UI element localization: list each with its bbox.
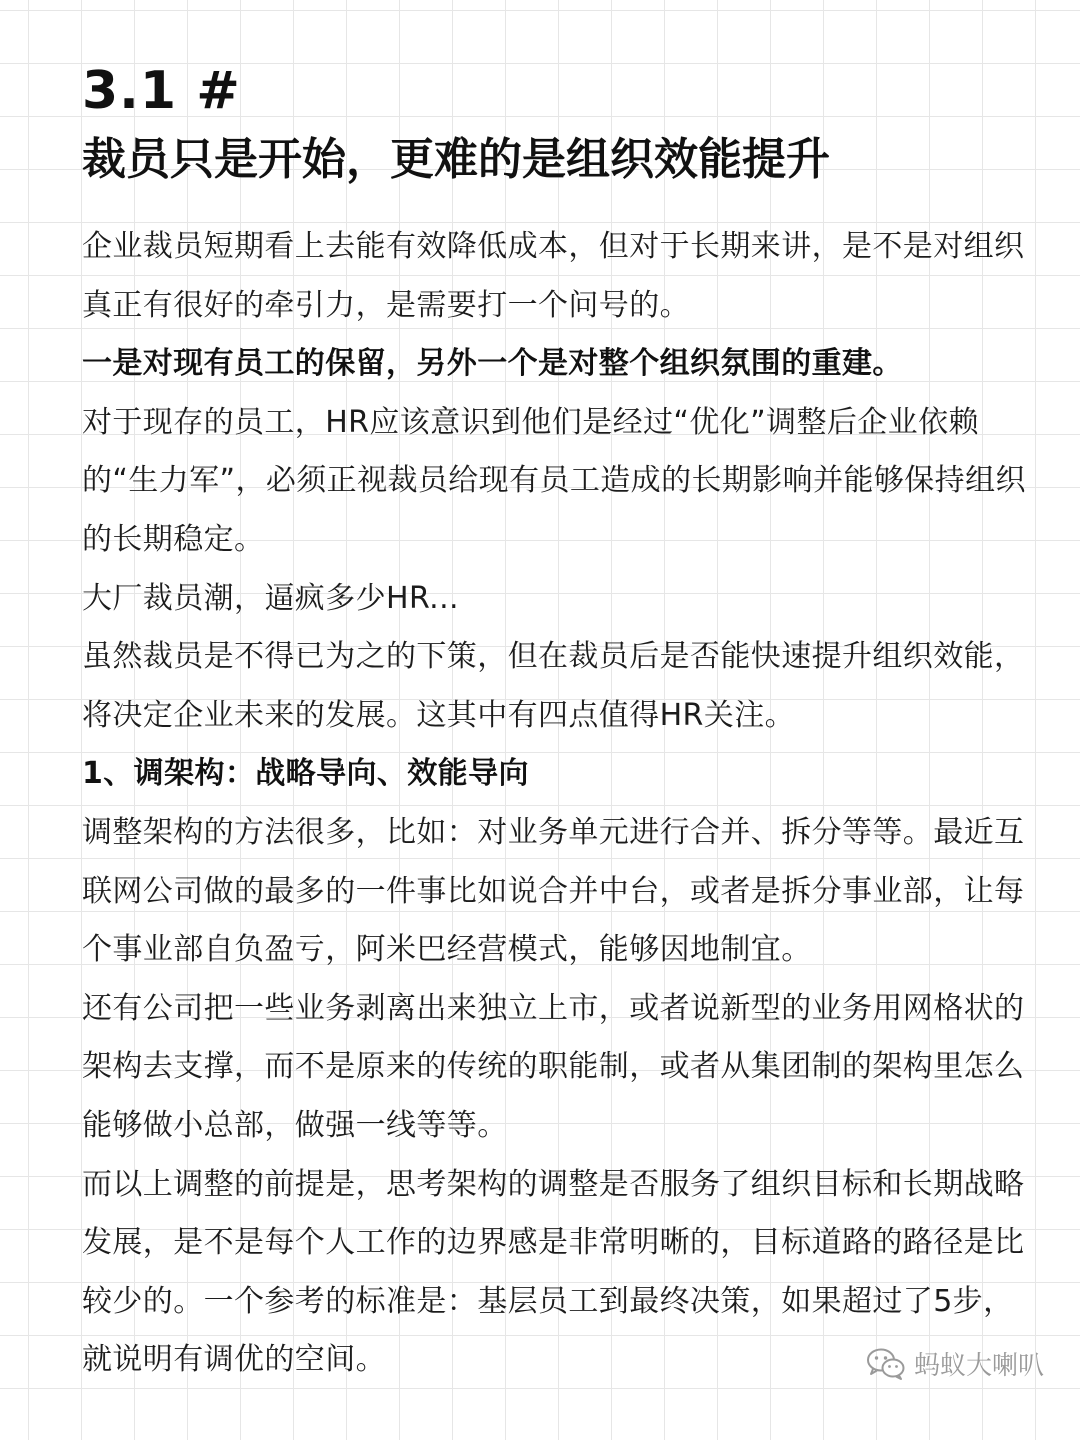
article <box>82 58 1032 1390</box>
paragraph: 对于现存的员工，HR应该意识到他们是经过“优化”调整后企业依赖的“生力军”，必须正视裁员给现有员工造成的长期影响并能够保持组织的长期稳定。 <box>82 404 1026 557</box>
paragraph: 大厂裁员潮，逼疯多少HR... <box>82 580 459 616</box>
paragraph: 调整架构的方法很多，比如：对业务单元进行合并、拆分等等。最近互联网公司做的最多的一件事比如说合并中台，或者是拆分事业部，让每个事业部自负盈亏，阿米巴经营模式，能够因地制宜。 <box>82 814 1025 968</box>
paragraph: 虽然裁员是不得已为之的下策，但在裁员后是否能快速提升组织效能，将决定企业未来的发展。这其中有四点值得HR关注。 <box>82 639 1025 733</box>
watermark-text: 蚂蚁大喇叭 <box>913 1351 1044 1381</box>
paragraph: 而以上调整的前提是，思考架构的调整是否服务了组织目标和长期战略发展，是不是每个人工作的边界感是非常明晰的，目标道路的路径是比较少的。一个参考的标准是：基层员工到最终决策，如果超过了5步，就说明有调优的空间。 <box>82 1166 1025 1378</box>
paragraph: 企业裁员短期看上去能有效降低成本，但对于长期来讲，是不是对组织真正有很好的牵引力，是需要打一个问号的。 <box>82 229 1025 323</box>
watermark <box>866 1345 1044 1382</box>
subheading: 1、调架构：战略导向、效能导向 <box>82 756 529 792</box>
wechat-icon <box>866 1347 906 1381</box>
paragraph: 还有公司把一些业务剥离出来独立上市，或者说新型的业务用网格状的架构去支撑，而不是原来的传统的职能制，或者从集团制的架构里怎么能够做小总部，做强一线等等。 <box>82 990 1025 1143</box>
page-title: 裁员只是开始，更难的是组织效能提升 <box>82 134 830 185</box>
bold-statement: 一是对现有员工的保留，另外一个是对整个组织氛围的重建。 <box>82 346 903 382</box>
section-number: 3.1 # <box>82 61 241 121</box>
